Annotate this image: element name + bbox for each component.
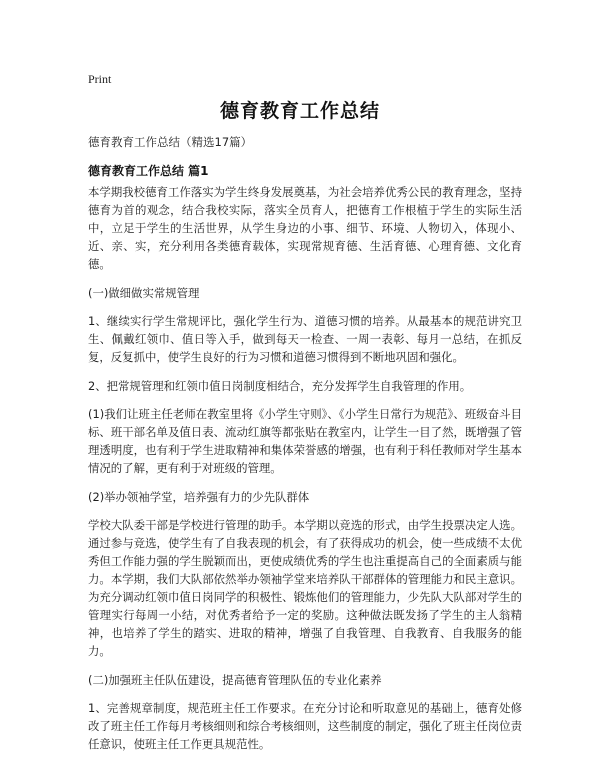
paragraph-item-1: 1、继续实行学生常规评比，强化学生行为、道德习惯的培养。从最基本的规范讲究卫生、佩戴红领巾、值日等入手，做到每天一检查、一周一表彰、每月一总结，在抓反复，反复抓中，使学生良好的行为习惯和道德习惯得到不断地巩固和强化。 (88, 314, 522, 364)
document-subtitle: 德育教育工作总结（精选17篇） (88, 135, 253, 149)
paragraph-rules: 1、完善规章制度，规范班主任工作要求。在充分讨论和听取意见的基础上，德育处修改了班主任工作每月考核细则和综合考核细则，这些制度的制定，强化了班主任岗位责任意识，使班主任工作更具规范性。 (88, 701, 522, 751)
paragraph-subheading-1: (一)做细做实常规管理 (88, 286, 200, 300)
paragraph-intro: 本学期我校德育工作落实为学生终身发展奠基，为社会培养优秀公民的教育理念，坚持德育为首的观念，结合我校实际，落实全员育人，把德育工作根植于学生的实际生活中，立足于学生的生活世界，从学生身边的小事、细节、环境、人物切入，体现小、近、亲、实，充分利用各类德育载体，实现常规育德、生活育德、心理育德、文化育德。 (88, 185, 522, 271)
document-title: 德育教育工作总结 (219, 100, 380, 122)
paragraph-item-2-2: (2)举办领袖学堂，培养强有力的少先队群体 (88, 490, 310, 504)
paragraph-subheading-2: (二)加强班主任队伍建设，提高德育管理队伍的专业化素养 (88, 673, 382, 687)
document-body (88, 183, 522, 764)
paragraph-leadership: 学校大队委干部是学校进行管理的助手。本学期以竞选的形式，由学生投票决定人选。通过参与竞选，使学生有了自我表现的机会，有了获得成功的机会，使一些成绩不太优秀但工作能力强的学生脱颖而出，更使成绩优秀的学生也注重提高自己的全面素质与能力。本学期，我们大队部依然举办领袖学堂来培养队干部群体的管理能力和民主意识。为充分调动红领巾值日岗同学的积极性、锻炼他们的管理能力，少先队大队部对学生的管理实行每周一小结，对优秀者给予一定的奖励。这种做法既发扬了学生的主人翁精神，也培养了学生的踏实、进取的精神，增强了自我管理、自我教育、自我服务的能力。 (88, 518, 522, 658)
print-link[interactable]: Print (88, 72, 112, 86)
section-heading: 德育教育工作总结 篇1 (88, 164, 209, 178)
paragraph-item-2: 2、把常规管理和红领巾值日岗制度相结合，充分发挥学生自我管理的作用。 (88, 379, 472, 393)
paragraph-item-2-1: (1)我们让班主任老师在教室里将《小学生守则》、《小学生日常行为规范》、班级奋斗目标、班干部名单及值日表、流动红旗等都张贴在教室内，让学生一目了然，既增强了管理透明度，也有利于学生进取精神和集体荣誉感的增强，也有利于科任教师对学生基本情况的了解，更有利于对班级的管理。 (88, 407, 522, 475)
